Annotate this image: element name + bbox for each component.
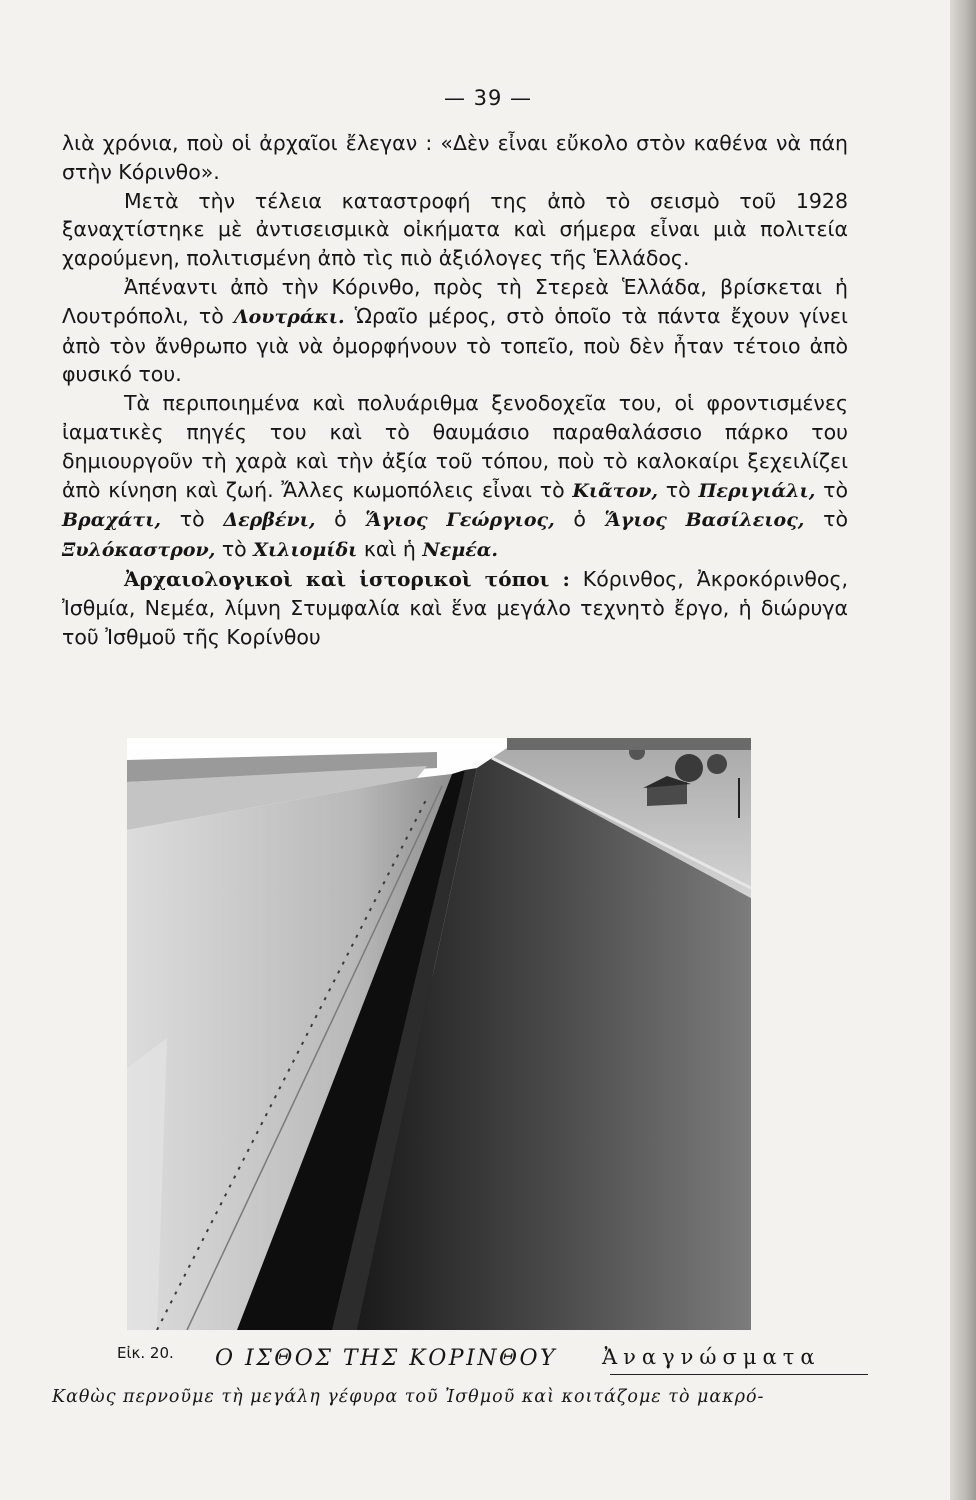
paragraph-3 [62, 273, 848, 389]
place-name: Ἅγιος Γεώργιος, [365, 509, 555, 532]
place-name: Βραχάτι, [62, 509, 162, 532]
place-name: Ξυλόκαστρον, [62, 539, 216, 562]
text-run: ὁ [315, 507, 366, 532]
text-run: τὸ [804, 507, 848, 532]
text-run: τὸ [215, 537, 254, 562]
paragraph-4 [62, 389, 848, 565]
text-run: λιὰ χρόνια, ποὺ οἱ ἀρχαῖοι ἔλεγαν : «Δὲν εἶναι εὔκολο στὸν καθένα νὰ πάη στὴν Κόρινθο». [62, 131, 848, 184]
place-name: Λουτράκι. [233, 305, 345, 328]
text-run: Μετὰ τὴν τέλεια καταστροφή της ἀπὸ τὸ σεισμὸ τοῦ 1928 ξαναχτίστηκε μὲ ἀντισεισμικὰ οἰκήματα καὶ σήμερα εἶναι μιὰ πολιτεία χαρούμενη, πολιτισμένη ἀπὸ τὶς πιὸ ἀξιόλογες τῆς Ἑλλάδος. [62, 188, 848, 271]
caption-text: Καθὼς περνοῦμε τὴ μεγάλη γέφυρα τοῦ Ἰσθμοῦ καὶ κοιτάζομε τὸ μακρό- [52, 1387, 765, 1407]
paragraph-1 [62, 129, 848, 187]
text-run: τὸ [658, 477, 699, 502]
text-run: Ἀπέναντι ἀπὸ τὴν Κόρινθο, πρὸς τὴ Στερεὰ Ἑλλάδα, βρίσκεται ἡ Λουτρόπολι, τὸ [62, 274, 848, 328]
text-run: ὁ [554, 507, 605, 532]
text-run: Ὡραῖο μέρος, στὸ ὁποῖο τὰ πάντα ἔχουν γίνει ἀπὸ τὸν ἄνθρωπο γιὰ νὰ ὀμορφήνουν τὸ τοπεῖο, ποὺ δὲν ἦταν τέτοιο ἀπὸ φυσικό του. [62, 303, 848, 387]
paragraph-2 [62, 187, 848, 273]
figure-title: Ο ΙΣΘΟΣ ΤΗΣ ΚΟΡΙΝΘΟΥ [215, 1346, 558, 1371]
figure-number: Εἰκ. 20. [117, 1344, 174, 1362]
readings-underline [610, 1374, 868, 1375]
place-name: Ἅγιος Βασίλειος, [604, 509, 805, 532]
paragraph-5 [62, 565, 848, 651]
text-run: τὸ [815, 477, 848, 502]
readings-label: Ἀναγνώσματα [602, 1345, 821, 1369]
place-name: Δερβένι, [223, 509, 316, 532]
place-name: Νεμέα. [422, 539, 499, 562]
canal-illustration [127, 738, 751, 1330]
corinth-canal-photo [127, 738, 751, 1330]
text-run: τὸ [161, 507, 224, 532]
text-run: καὶ ἡ [357, 537, 423, 562]
scan-edge-shadow [950, 0, 976, 1500]
place-name: Χιλιομίδι [253, 539, 358, 562]
body-text [62, 129, 848, 651]
place-name: Περιγιάλι, [698, 479, 816, 502]
text-run: Τὰ περιποιημένα καὶ πολυάριθμα ξενοδοχεῖα του, οἱ φροντισμένες ἰαματικὲς πηγές του καὶ τὸ θαυμάσιο παραθαλάσσιο πάρκο του δημιουργοῦν τὴ χαρὰ καὶ τὴν ἀξία τοῦ τόπου, ποὺ τὸ καλοκαίρι ξεχειλίζει ἀπὸ κίνηση καὶ ζωή. Ἄλλες κωμοπόλεις εἶναι τὸ [62, 391, 848, 502]
page-number: — 39 — [443, 86, 533, 110]
inline-heading: Ἀρχαιολογικοὶ καὶ ἱστορικοὶ τόποι : [124, 566, 570, 591]
text-run: Κόρινθος, Ἀκροκόρινθος, Ἰσθμία, Νεμέα, λίμνη Στυμφαλία καὶ ἕνα μεγάλο τεχνητὸ ἔργο, ἡ διώρυγα τοῦ Ἰσθμοῦ τῆς Κορίνθου [62, 566, 848, 649]
place-name: Κιᾶτον, [572, 479, 658, 502]
